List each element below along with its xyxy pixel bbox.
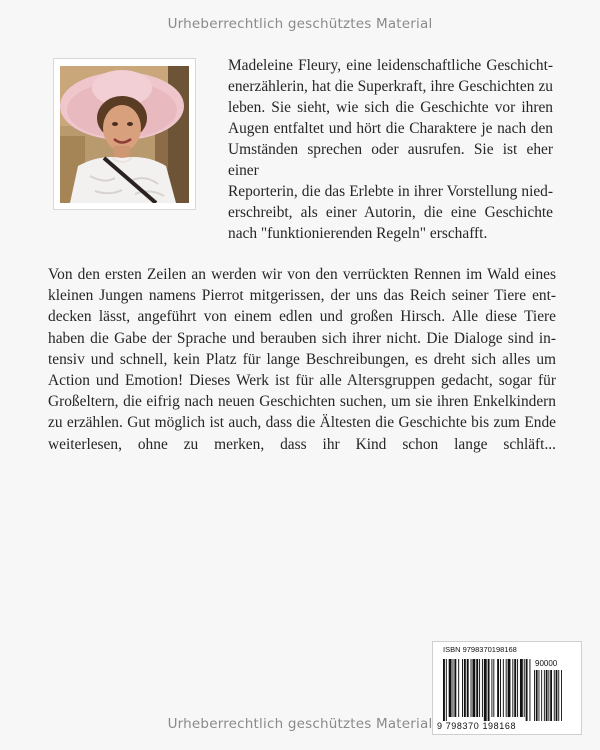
blurb-line: weiterlesen, ohne zu merken, dass ihr Kind schon lange schläft... [48,435,556,453]
barcode-bar [500,659,501,717]
barcode-addon-bar [548,670,549,721]
barcode-bar [493,659,494,717]
barcode-bar [476,659,478,717]
barcode-bar [449,659,452,717]
bio-line: nach "funktionierenden Regeln" erschafft. [228,225,488,242]
price-code: 90000 [535,659,558,668]
barcode-bar [454,659,456,717]
barcode-bar [506,659,507,717]
barcode-addon-bar [554,670,555,721]
watermark-bottom: Urheberrechtlich geschütztes Material [167,716,433,732]
barcode-bar [517,659,518,717]
barcode-addon-bar [556,670,558,721]
barcode-bar [488,659,490,721]
barcode-addon-bar [541,670,542,721]
barcode-bar [524,659,525,717]
blurb-line: Großeltern, die eifrig nach neuen Geschichten suchen, um sie ihren Enkelkindern [48,393,556,411]
barcode-bar [503,659,504,717]
bio-line: Umständen sprechen oder ausrufen. Sie ist eher einer [228,141,553,179]
barcode-bar [520,659,523,717]
barcode-addon-bar [534,670,535,721]
barcode-addon-bar [550,670,552,721]
barcode-bar [472,659,475,717]
blurb-line: haben die Gabe der Sprache und berauben sich ihrer nicht. Die Dialoge sind in- [48,329,556,347]
bio-line: erschreibt, als einer Autorin, die eine Geschichte [228,204,553,221]
barcode-digits: 9 798370 198168 [437,721,517,731]
barcode-bar [508,659,511,717]
barcode-bar [443,659,445,721]
barcode-bar [482,659,483,717]
barcode-addon-bar [544,670,545,721]
barcode-bar [458,659,459,717]
author-bio [228,55,553,244]
barcode-bar [446,659,447,721]
barcode-bar [484,659,487,721]
blurb-line: Von den ersten Zeilen an werden wir von den verrückten Rennen im Wald eines [48,266,556,283]
barcode-bar [479,659,480,717]
blurb-line: decken lässt, angeführt von einem edlen und großen Hirsch. Alle diese Tiere [48,308,556,326]
barcode-bar [471,659,472,717]
blurb-line: kleinen Jungen namens Pierrot mitgerissen, der uns das Reich seiner Tiere ent- [48,287,556,305]
bio-line: Augen entfaltet und hört die Charaktere je nach den [228,120,553,137]
barcode-bar [497,659,499,717]
blurb-line: Action und Emotion! Dieses Werk ist für alle Altersgruppen gedacht, sogar für [48,372,556,390]
barcode-addon-bar [546,670,548,721]
barcode-addon-bar [536,670,538,721]
author-photo [53,58,196,210]
barcode-addon-bar [539,670,540,721]
barcode-bar [526,659,528,721]
barcode-bar [453,659,454,717]
blurb-line: zu erzählen. Gut möglich ist auch, dass die Ältesten die Geschichte bis zum Ende [48,414,556,432]
barcode-addon-bar [558,670,559,721]
barcode-bar [491,659,492,717]
watermark-top: Urheberrechtlich geschütztes Material [167,16,433,32]
book-blurb [48,264,556,455]
barcode-bar [462,659,463,717]
barcode-bar [512,659,513,717]
barcode-bar [467,659,469,717]
bio-line: Reporterin, die das Erlebte in ihrer Vorstellung nied- [228,183,553,200]
bio-line: leben. Sie sieht, wie sich die Geschichte vor ihren [228,99,553,116]
barcode-bar [464,659,466,717]
blurb-line: tensiv und schnell, kein Platz für lange Beschreibungen, es dreht sich alles um [48,350,556,368]
barcode-bar [529,659,530,721]
author-portrait-image [60,66,189,203]
bio-line: Madeleine Fleury, eine leidenschaftliche Geschicht- [228,57,553,74]
barcode-bar [514,659,516,717]
bio-line: enerzählerin, hat die Superkraft, ihre Geschichten zu [228,78,553,95]
isbn-label: ISBN 9798370198168 [443,645,517,654]
barcode-addon-bar [561,670,562,721]
